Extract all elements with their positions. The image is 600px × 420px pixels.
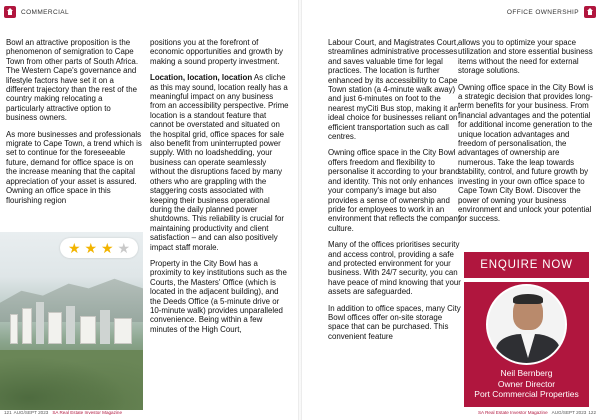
spine-gutter	[298, 0, 302, 420]
right-page-header	[502, 5, 596, 19]
paragraph: Property in the City Bowl has a proximity to key institutions such as the Courts, the Masters' Office (which is located in the adjacent building), and the Deeds Office (a 5-minute drive or 10-minute walk) provides unparalleled convenience. Being within a few minutes of the High Court,	[150, 258, 287, 334]
building-shape	[80, 316, 96, 344]
paragraph: As more businesses and professionals migrate to Cape Town, a trend which is set to continue for the foreseeable future, demand for office space is on the increase meaning that the capital appreciation of your asset is assured. Owning an office space in this flourishing region	[6, 129, 142, 205]
avatar-hair	[513, 294, 543, 304]
paragraph-text: As cliche as this may sound, location really has a meaningful impact on any business from an accessibility perspective. Prime location is a standout feature that cannot be overstated and situated on the hospital grid, office spaces for sale also benefit from uninterrupted power supply. With no loadshedding, your business can operate seamlessly without the disruptions faced by many others who are grappling with the staggering costs associated with keeping their business operational during the daily planned power shutdowns. This reliability is crucial for maintaining productivity and client satisfaction – and can also positively impact staff morale.	[150, 73, 289, 252]
magazine-name: SA Real Estate Investor Magazine	[477, 410, 548, 415]
article-column-4	[458, 38, 594, 231]
avatar	[486, 284, 567, 365]
building-shape	[36, 302, 44, 344]
house-icon	[4, 6, 16, 18]
agent-company: Port Commercial Properties	[474, 389, 579, 400]
agent-details	[464, 368, 589, 400]
article-column-2	[150, 38, 290, 341]
paragraph: Bowl an attractive proposition is the phenomenon of semigration to Cape Town from other parts of South Africa. The Western Cape's governance and lifestyle factors have set it on a different trajectory than the rest of the country making relocating a particularly attractive option to business owners.	[6, 38, 139, 123]
page-number: 121	[4, 410, 12, 415]
enquire-now-button[interactable]: ENQUIRE NOW	[464, 252, 589, 278]
issue-date: AUG/SEPT 2023	[13, 410, 49, 415]
star-icon: ★	[67, 240, 81, 256]
magazine-name: SA Real Estate Investor Magazine	[52, 410, 123, 415]
agent-role: Owner Director	[497, 378, 556, 389]
paragraph: In addition to office spaces, many City Bowl offices offer on-site storage space that can be purchased. This convenient feature	[328, 303, 461, 341]
building-shape	[114, 318, 132, 344]
building-shape	[100, 310, 110, 344]
page-number: 122	[588, 410, 596, 415]
house-icon	[584, 6, 596, 18]
agent-name: Neil Bernberg	[500, 368, 553, 378]
paragraph: Owning office space in the City Bowl is a strategic decision that provides long-term benefits for your business. From financial advantages and the potential for additional income generation to the unique location advantages and freedom of personalisation, the advantages of ownership are numerous. Take the leap towards stability, control, and future growth by investing in your own office space to Cape Town City Bowl. Discover the power of owning your business environment and unlock your potential for success.	[458, 82, 594, 224]
paragraph: allows you to optimize your space utilization and store essential business items without the need for external storage solutions.	[458, 38, 593, 76]
greenery-shape	[0, 350, 143, 410]
section-label: COMMERCIAL	[21, 8, 70, 16]
agent-profile-card	[464, 282, 589, 407]
paragraph: Labour Court, and Magistrates Court, streamlines administrative processes and saves valuable time for legal practices. The location is further enhanced by its accessibility to Cape Town station (a 4-minute walk away) and just 6-minutes on foot to the nearest myCiti Bus stop, making it an ideal choice for businesses reliant on efficient transportation such as call centres.	[328, 38, 459, 142]
section-label: OFFICE OWNERSHIP	[506, 8, 579, 16]
building-shape	[10, 314, 18, 344]
subheading: Location, location, location	[150, 73, 253, 83]
paragraph: positions you at the forefront of economic opportunities and growth by making a sound property investment.	[150, 38, 283, 66]
paragraph: Many of the offices prioritises security and access control, providing a safe and protected environment for your business. With 24/7 security, you can have peace of mind knowing that your assets are safeguarded.	[328, 240, 461, 297]
left-page-header	[4, 5, 74, 19]
left-footer	[4, 408, 124, 417]
star-icon: ★	[117, 240, 131, 256]
paragraph	[150, 73, 290, 252]
building-shape	[48, 312, 62, 344]
star-rating	[60, 238, 138, 258]
issue-date: AUG/SEPT 2023	[551, 410, 587, 415]
star-icon: ★	[100, 240, 114, 256]
article-column-3	[328, 38, 464, 348]
building-shape	[66, 306, 75, 344]
star-icon: ★	[84, 240, 98, 256]
paragraph: Owning office space in the City Bowl offers freedom and flexibility to personalise it according to your brand and identity. This not only enhances your company's image but also provides a sense of ownership and pride for employees to work in an environment that reflects the company culture.	[328, 148, 462, 233]
city-skyline-photo	[0, 232, 143, 410]
article-column-1	[6, 38, 142, 212]
building-shape	[22, 308, 32, 344]
right-footer	[476, 408, 596, 417]
